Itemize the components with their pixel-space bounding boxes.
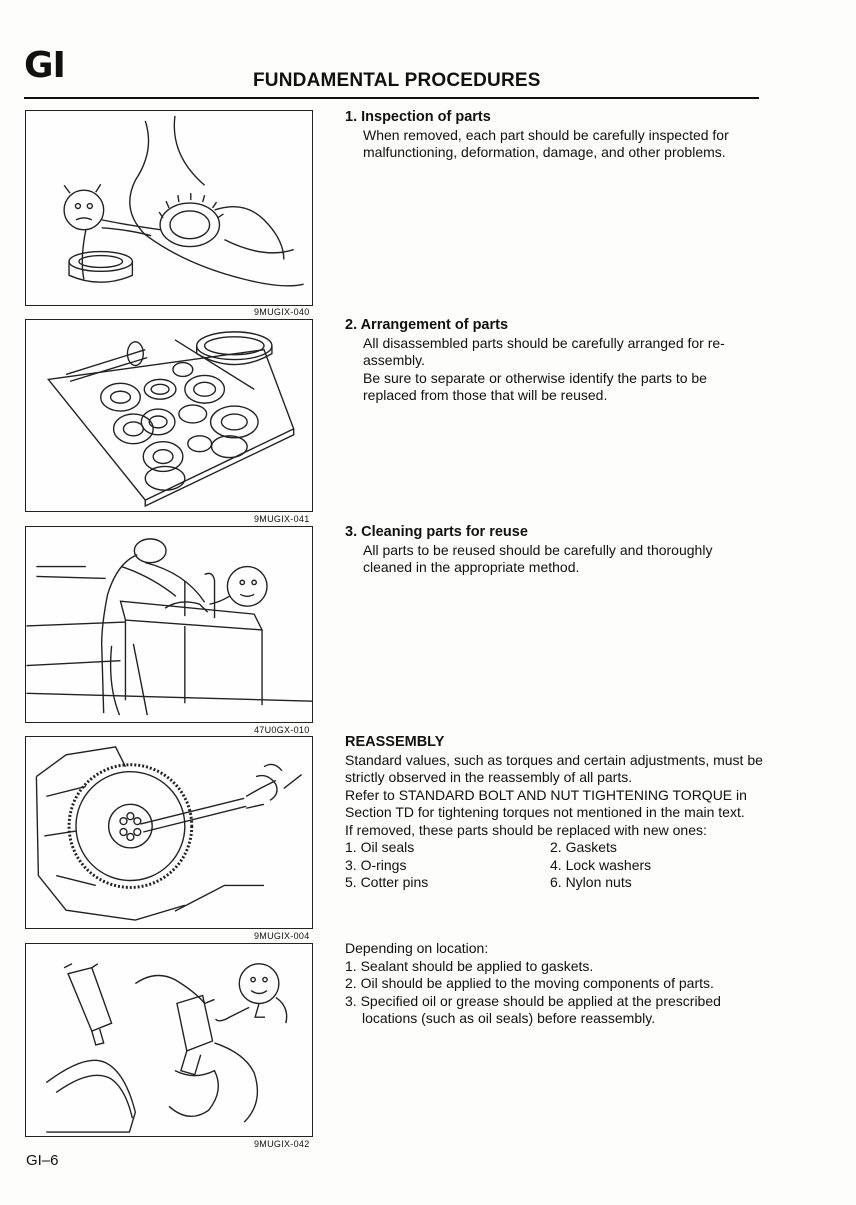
figure-inspection xyxy=(25,110,313,306)
section-body: Refer to STANDARD BOLT AND NUT TIGHTENING TORQUE in Section TD for tightening torques not mentioned in the main text. xyxy=(345,786,747,820)
figure-arrangement xyxy=(25,319,313,512)
section-tag: GI xyxy=(24,45,65,86)
section-heading: 1. Inspection of parts xyxy=(345,109,491,125)
figure-sealant xyxy=(25,943,313,1137)
page-number: GI–6 xyxy=(26,1152,59,1169)
figure-torque xyxy=(25,736,313,929)
section-inspection xyxy=(345,109,763,162)
figure-code: 9MUGIX-004 xyxy=(254,931,310,941)
section-body: When removed, each part should be carefully inspected for malfunctioning, deformation, damage, and other problems. xyxy=(363,126,729,160)
section-location xyxy=(345,940,763,1028)
list-item: 5. Cotter pins xyxy=(345,874,429,890)
section-body: Standard values, such as torques and certain adjustments, must be strictly observed in the reassembly of all parts. xyxy=(345,751,763,785)
section-body: Be sure to separate or otherwise identify the parts to be replaced from those that will be reused. xyxy=(363,369,707,403)
section-intro: Depending on location: xyxy=(345,940,489,956)
page-title: FUNDAMENTAL PROCEDURES xyxy=(253,70,541,91)
figure-cleaning xyxy=(25,526,313,723)
arrangement-illustration xyxy=(26,320,312,511)
section-cleaning xyxy=(345,524,763,577)
list-item: 2. Oil should be applied to the moving components of parts. xyxy=(345,975,714,991)
section-body: All parts to be reused should be carefully and thoroughly cleaned in the appropriate method. xyxy=(363,541,713,575)
figure-code: 9MUGIX-040 xyxy=(254,307,310,317)
section-body: All disassembled parts should be carefully arranged for re-assembly. xyxy=(363,334,725,368)
section-heading: 3. Cleaning parts for reuse xyxy=(345,524,528,540)
inspection-illustration xyxy=(26,111,312,305)
list-item: 6. Nylon nuts xyxy=(550,874,632,890)
section-body: If removed, these parts should be replaced with new ones: xyxy=(345,821,707,838)
list-item: 3. O-rings xyxy=(345,856,407,873)
cleaning-illustration xyxy=(26,527,312,722)
header-rule xyxy=(24,97,759,99)
section-arrangement xyxy=(345,317,763,405)
section-reassembly xyxy=(345,734,763,892)
figure-code: 9MUGIX-041 xyxy=(254,514,310,524)
list-item: 1. Oil seals xyxy=(345,839,415,855)
list-item: 1. Sealant should be applied to gaskets. xyxy=(345,957,594,974)
list-item: 3. Specified oil or grease should be applied at the prescribed locations (such as oil seals) before reassembly. xyxy=(345,992,721,1026)
list-item: 4. Lock washers xyxy=(550,856,652,873)
figure-code: 47U0GX-010 xyxy=(254,725,310,735)
sealant-illustration xyxy=(26,944,312,1136)
list-item: 2. Gaskets xyxy=(550,839,617,855)
section-heading: 2. Arrangement of parts xyxy=(345,317,509,333)
figure-code: 9MUGIX-042 xyxy=(254,1139,310,1149)
section-heading: REASSEMBLY xyxy=(345,734,445,750)
parts-list xyxy=(345,839,763,892)
torque-illustration xyxy=(26,737,312,928)
